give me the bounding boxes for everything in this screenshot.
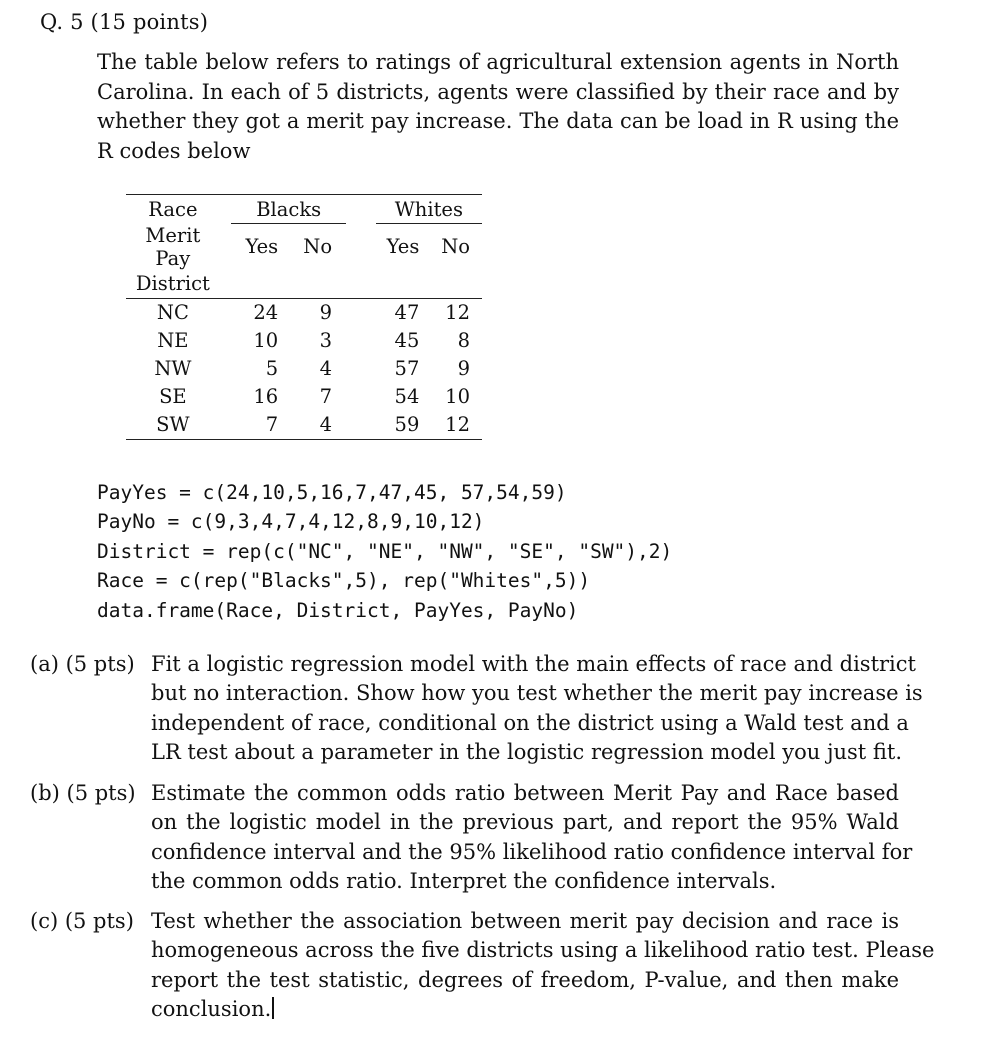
row-label-race: Race bbox=[126, 195, 220, 224]
text-cursor bbox=[272, 997, 274, 1019]
group-head-whites: Whites bbox=[376, 195, 482, 224]
part-a bbox=[30, 650, 923, 768]
part-b-line: on the logistic model in the previous part, and report the 95% Wald bbox=[151, 810, 899, 835]
whites-no-cell: 8 bbox=[457, 329, 470, 352]
part-a-line: LR test about a parameter in the logistic regression model you just fit. bbox=[151, 740, 903, 765]
district-cell: NC bbox=[126, 298, 220, 327]
subhead-whites-yes: Yes bbox=[386, 235, 420, 259]
table-row bbox=[126, 355, 482, 383]
whites-yes-cell: 45 bbox=[394, 329, 420, 352]
code-line: data.frame(Race, District, PayYes, PayNo) bbox=[97, 598, 579, 622]
code-line: PayNo = c(9,3,4,7,4,12,8,9,10,12) bbox=[97, 510, 485, 534]
district-cell: SW bbox=[126, 411, 220, 440]
table-row bbox=[126, 383, 482, 411]
subhead-blacks-no: No bbox=[303, 235, 333, 259]
district-cell: NE bbox=[157, 329, 189, 352]
question-intro bbox=[97, 48, 899, 166]
merit-pay-table bbox=[126, 194, 482, 440]
part-b bbox=[30, 779, 913, 897]
intro-line: R codes below bbox=[97, 138, 251, 163]
part-b-line: Estimate the common odds ratio between Merit Pay and Race based bbox=[151, 781, 899, 805]
row-label-merit-pay: Merit Pay bbox=[145, 223, 201, 270]
whites-no-cell: 12 bbox=[425, 298, 482, 327]
part-c-line: homogeneous across the five districts using a likelihood ratio test. Please bbox=[151, 938, 935, 963]
blacks-no-cell: 4 bbox=[319, 357, 333, 380]
blacks-no-cell: 7 bbox=[319, 385, 333, 408]
whites-no-cell: 9 bbox=[457, 357, 470, 380]
whites-no-cell: 12 bbox=[425, 411, 482, 440]
part-a-line: independent of race, conditional on the district using a Wald test and a bbox=[151, 710, 909, 735]
question-header: Q. 5 (15 points) bbox=[40, 10, 209, 34]
district-cell: NW bbox=[154, 357, 192, 380]
blacks-yes-cell: 24 bbox=[231, 298, 284, 327]
whites-yes-cell: 54 bbox=[394, 385, 420, 408]
blacks-no-cell: 9 bbox=[284, 298, 346, 327]
part-b-line: confidence interval and the 95% likelihood ratio confidence interval for bbox=[151, 839, 913, 864]
code-line: PayYes = c(24,10,5,16,7,47,45, 57,54,59) bbox=[97, 481, 567, 504]
blacks-no-cell: 4 bbox=[284, 411, 346, 440]
part-c-line: conclusion. bbox=[151, 997, 272, 1022]
code-line: District = rep(c("NC", "NE", "NW", "SE", "SW"),2) bbox=[97, 539, 673, 563]
part-a-line: but no interaction. Show how you test whether the merit pay increase is bbox=[151, 681, 923, 706]
code-line: Race = c(rep("Blacks",5), rep("Whites",5)) bbox=[97, 569, 591, 593]
part-c-line: Test whether the association between merit pay decision and race is bbox=[151, 909, 899, 933]
whites-no-cell: 10 bbox=[445, 385, 470, 408]
subhead-whites-no: No bbox=[441, 235, 470, 259]
part-c-line: report the test statistic, degrees of freedom, P-value, and then make bbox=[151, 967, 899, 992]
whites-yes-cell: 47 bbox=[376, 298, 426, 327]
blacks-yes-cell: 7 bbox=[231, 411, 284, 440]
group-head-blacks: Blacks bbox=[231, 195, 346, 224]
intro-line: whether they got a merit pay increase. The data can be load in R using the bbox=[97, 109, 899, 134]
intro-line: Carolina. In each of 5 districts, agents were classified by their race and by bbox=[97, 79, 899, 104]
row-label-district: District bbox=[135, 272, 210, 295]
table-row bbox=[126, 298, 482, 327]
table-row bbox=[126, 327, 482, 355]
part-b-label: (b) (5 pts) bbox=[30, 781, 136, 805]
r-code-block bbox=[97, 478, 672, 625]
blacks-no-cell: 3 bbox=[319, 329, 333, 352]
blacks-yes-cell: 5 bbox=[265, 357, 279, 380]
district-cell: SE bbox=[159, 385, 187, 408]
whites-yes-cell: 59 bbox=[376, 411, 426, 440]
part-c bbox=[30, 907, 935, 1025]
part-a-line: Fit a logistic regression model with the main effects of race and district bbox=[151, 652, 916, 676]
whites-yes-cell: 57 bbox=[394, 357, 420, 380]
subhead-blacks-yes: Yes bbox=[245, 235, 279, 259]
part-b-line: the common odds ratio. Interpret the confidence intervals. bbox=[151, 869, 777, 894]
part-c-label: (c) (5 pts) bbox=[30, 909, 134, 933]
part-c-line-last bbox=[151, 995, 899, 1024]
blacks-yes-cell: 10 bbox=[253, 329, 279, 352]
intro-line: The table below refers to ratings of agricultural extension agents in North bbox=[97, 50, 899, 74]
blacks-yes-cell: 16 bbox=[253, 385, 279, 408]
table-row bbox=[126, 411, 482, 440]
part-a-label: (a) (5 pts) bbox=[30, 652, 135, 676]
